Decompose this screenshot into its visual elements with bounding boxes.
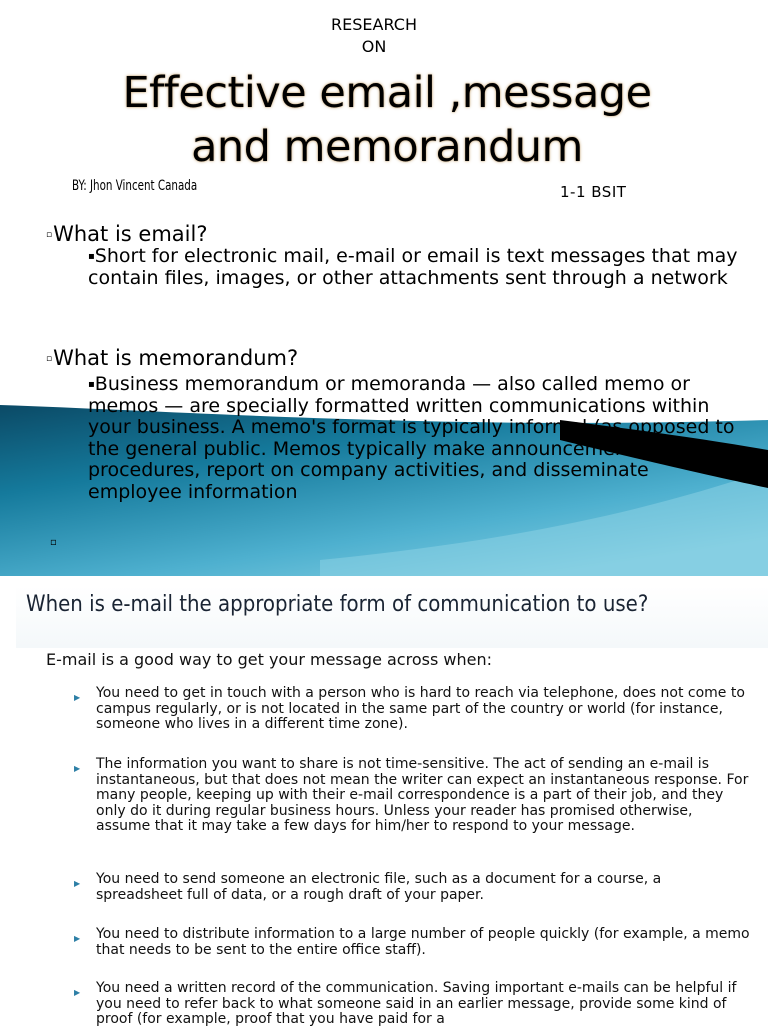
- list-item: ▶ The information you want to share is not time-sensitive. The act of sending an e-mail is instantaneous, but that does not mean the writer can expect an instantaneous response. For many people, keeping up with their e-mail correspondence is a part of their job, and they only do it during regular business hours. Unless your reader has promised otherwise, assume that it may take a few days for him/her to respond to your message.: [74, 756, 749, 834]
- slide-title: [0, 66, 768, 174]
- emphasis: You need to send someone an electronic file: [96, 871, 406, 887]
- triangle-right-icon: ▶: [74, 988, 81, 997]
- term-memorandum: memorandum or memoranda: [184, 373, 467, 395]
- triangle-right-icon: ▶: [74, 879, 81, 888]
- emphasis: who is hard to reach via telephone: [370, 685, 614, 701]
- answer-memorandum: ▪Business memorandum or memoranda — also called memo or memos — are specially formatted written communications within your business. A memo's format is typically informal (as opposed to the general public. Memos typically make announcements, discuss procedures, report on company activities, and disseminate employee information: [88, 373, 735, 503]
- triangle-right-icon: ▶: [74, 934, 81, 943]
- triangle-right-icon: ▶: [74, 764, 81, 773]
- triangle-right-icon: ▶: [74, 693, 81, 702]
- list-item: ▶ You need to distribute information to a large number of people quickly (for example, a memo that needs to be sent to the entire office staff).: [74, 926, 750, 958]
- question-email: [46, 222, 207, 247]
- small-square-icon: ▫: [46, 230, 53, 240]
- emphasis: You need a written record of the communication: [96, 980, 434, 996]
- section-label: 1-1 BSIT: [560, 183, 627, 201]
- title-line-1: Effective email ,message: [122, 68, 652, 118]
- term-email: email: [426, 245, 480, 267]
- emphasis: distribute information to a large number of people: [182, 926, 536, 942]
- term-e-mail: e-mail: [336, 245, 396, 267]
- term-memo: memo or memos: [88, 373, 690, 417]
- slide-2-intro: E-mail is a good way to get your message across when:: [46, 650, 492, 669]
- small-square-icon: ▫: [46, 354, 53, 364]
- slide-2-title: When is e-mail the appropriate form of communication to use?: [26, 592, 649, 617]
- small-square-icon: ▪: [88, 379, 95, 390]
- emphasis: share is not time-sensitive: [299, 756, 485, 772]
- list-item: ▶ You need to get in touch with a person who is hard to reach via telephone, does not come to campus regularly, or is not located in the same part of the country or world (for instance, someone who lives in a different time zone).: [74, 685, 745, 732]
- list-item: ▶ You need a written record of the communication. Saving important e-mails can be helpful if you need to refer back to what someone said in an earlier message, provide some kind of proof (for example, proof that you have paid for a: [74, 980, 737, 1027]
- empty-bullet: ▫: [50, 537, 57, 548]
- answer-email: ▪Short for electronic mail, e-mail or email is text messages that may contain files, images, or other attachments sent through a network: [88, 245, 738, 289]
- question-email-heading: What is email?: [53, 222, 208, 246]
- question-memorandum-heading: What is memorandum?: [53, 346, 299, 370]
- question-memorandum: [46, 346, 298, 371]
- author-byline: BY: Jhon Vincent Canada: [72, 178, 198, 194]
- list-item: ▶ You need to send someone an electronic file, such as a document for a course, a spreadsheet full of data, or a rough draft of your paper.: [74, 871, 662, 903]
- term-electronic-mail: electronic mail: [183, 245, 325, 267]
- header-line-2: ON: [361, 37, 387, 56]
- header-line-1: RESEARCH: [331, 15, 417, 34]
- small-square-icon: ▪: [88, 251, 95, 262]
- title-line-2: and memorandum: [191, 122, 583, 172]
- research-header: [0, 14, 748, 58]
